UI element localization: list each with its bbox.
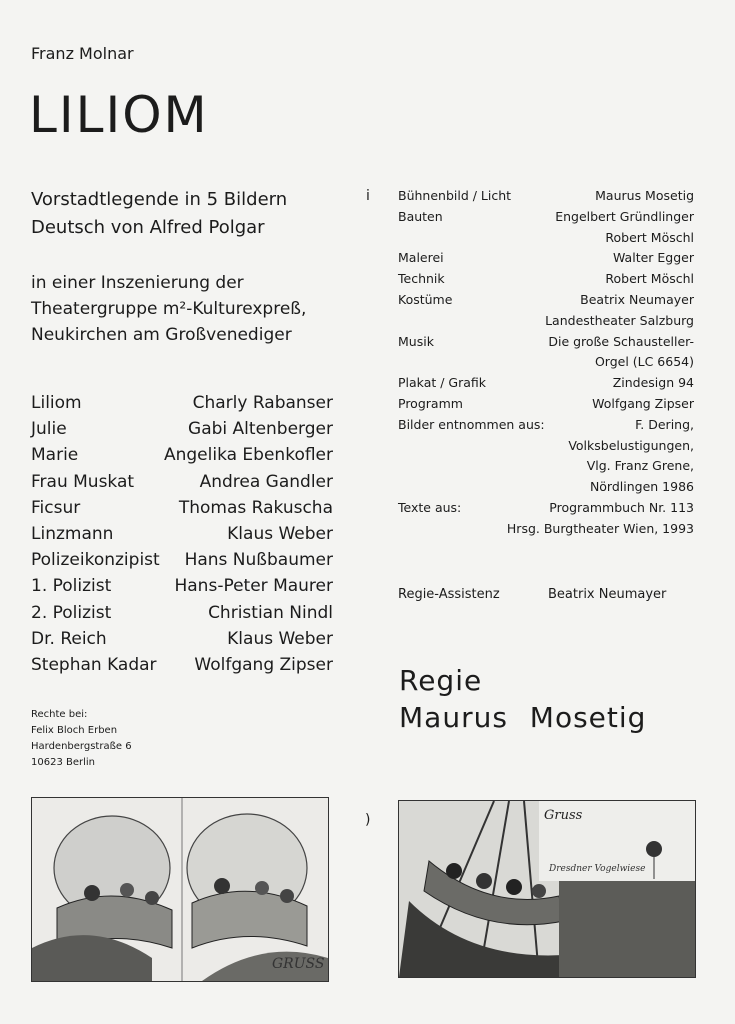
crew-label: Musik: [398, 333, 434, 349]
crew-label: Plakat / Grafik: [398, 375, 487, 391]
cast-row: [31, 495, 333, 521]
crew-row: [398, 186, 694, 207]
crew-value: Die große Schausteller-: [548, 333, 694, 349]
crew-row: [398, 436, 694, 457]
production-line: in einer Inszenierung der: [31, 273, 244, 293]
crew-row: [398, 394, 694, 415]
cast-row: [31, 547, 333, 573]
crew-label: Bühnenbild / Licht: [398, 188, 512, 203]
crew-label: Bauten: [398, 208, 443, 224]
cast-row: [31, 600, 333, 626]
swing-boat-illustration: [399, 801, 695, 977]
postcard-right-subcaption: Dresdner Vogelwiese: [549, 864, 646, 874]
crew-row: [398, 248, 694, 269]
cast-row: [31, 416, 333, 442]
cast-row: [31, 521, 333, 547]
cast-role: Julie: [31, 419, 67, 440]
cast-actor: Gabi Altenberger: [188, 419, 333, 440]
cast-row: [31, 442, 333, 468]
crew-row: [398, 519, 694, 540]
cast-role: Polizeikonzipist: [31, 550, 160, 571]
crew-row: [398, 332, 694, 353]
cast-row: [31, 390, 333, 416]
rights-line: 10623 Berlin: [31, 757, 96, 768]
assistant-label: Regie-Assistenz: [398, 587, 500, 602]
cast-actor: Angelika Ebenkofler: [163, 445, 333, 466]
crew-label: Bilder entnommen aus:: [398, 416, 545, 432]
binding-mark: i: [366, 188, 370, 204]
cast-role: Marie: [31, 445, 79, 466]
subtitle-line: Deutsch von Alfred Polgar: [31, 217, 265, 238]
cast-role: Liliom: [31, 393, 82, 413]
crew-label: Kostüme: [398, 291, 453, 307]
cast-actor: Klaus Weber: [227, 628, 333, 649]
crew-value: Programmbuch Nr. 113: [549, 499, 694, 515]
postcard-left-caption: GRUSS: [272, 956, 325, 972]
binding-mark: ): [365, 812, 371, 828]
crew-row: [398, 352, 694, 373]
assistant-name: Beatrix Neumayer: [548, 587, 667, 602]
cast-role: Stephan Kadar: [31, 654, 157, 675]
author-name: Franz Molnar: [31, 44, 134, 63]
crew-row: [398, 207, 694, 228]
crew-row: [398, 373, 694, 394]
carousel-illustration: [32, 798, 328, 981]
crew-list: [398, 186, 694, 540]
crew-value: Maurus Mosetig: [595, 188, 694, 203]
crew-value: Nördlingen 1986: [589, 479, 694, 495]
cast-role: 1. Polizist: [31, 576, 112, 597]
crew-label: Technik: [398, 271, 445, 287]
director-name: Maurus Mosetig: [399, 701, 647, 734]
crew-row: [398, 290, 694, 311]
postcard-image-right: [398, 800, 696, 978]
director-credit: [399, 662, 646, 736]
postcard-image-left: [31, 797, 329, 982]
play-title: LILIOM: [29, 86, 209, 144]
production-line: Theatergruppe m²-Kulturexpreß,: [31, 299, 307, 319]
crew-value: Robert Möschl: [605, 271, 694, 287]
cast-row: [31, 469, 333, 495]
cast-list: [31, 390, 333, 678]
crew-row: [398, 498, 694, 519]
cast-actor: Andrea Gandler: [199, 471, 333, 492]
rights-line: Felix Bloch Erben: [31, 725, 118, 736]
rights-notice: [31, 707, 132, 771]
crew-label: Malerei: [398, 250, 444, 266]
crew-value: Orgel (LC 6654): [594, 354, 694, 370]
crew-row: [398, 228, 694, 249]
crew-value: Walter Egger: [613, 250, 694, 266]
crew-value: Engelbert Gründlinger: [555, 208, 694, 224]
crew-value: Zindesign 94: [612, 375, 694, 391]
crew-row: [398, 415, 694, 436]
cast-actor: Hans Nußbaumer: [184, 550, 333, 571]
crew-label: Programm: [398, 395, 463, 411]
production-line: Neukirchen am Großvenediger: [31, 325, 292, 345]
cast-actor: Thomas Rakuscha: [178, 497, 333, 518]
assistant-credit: [398, 587, 694, 602]
cast-actor: Hans-Peter Maurer: [174, 576, 333, 597]
crew-value: Robert Möschl: [605, 229, 694, 245]
crew-value: Volksbelustigungen,: [568, 437, 694, 453]
director-label: Regie: [399, 664, 483, 697]
cast-actor: Christian Nindl: [208, 602, 333, 623]
rights-line: Rechte bei:: [31, 709, 88, 720]
cast-row: [31, 652, 333, 678]
cast-role: 2. Polizist: [31, 602, 112, 623]
crew-row: [398, 311, 694, 332]
cast-role: Linzmann: [31, 523, 114, 544]
crew-value: Vlg. Franz Grene,: [586, 458, 694, 474]
crew-value: Beatrix Neumayer: [580, 291, 694, 307]
subtitle-block: [31, 186, 287, 242]
crew-row: [398, 456, 694, 477]
cast-role: Ficsur: [31, 497, 81, 518]
crew-row: [398, 477, 694, 498]
crew-value: Landestheater Salzburg: [545, 312, 694, 328]
postcard-right-caption: Gruss: [544, 808, 583, 823]
subtitle-line: Vorstadtlegende in 5 Bildern: [31, 189, 288, 210]
cast-role: Frau Muskat: [31, 471, 135, 492]
production-block: [31, 270, 306, 348]
cast-actor: Klaus Weber: [227, 523, 333, 544]
rights-line: Hardenbergstraße 6: [31, 741, 132, 752]
crew-value: F. Dering,: [635, 416, 694, 432]
cast-role: Dr. Reich: [31, 628, 107, 649]
cast-row: [31, 626, 333, 652]
cast-row: [31, 573, 333, 599]
crew-label: Texte aus:: [398, 499, 462, 515]
crew-row: [398, 269, 694, 290]
cast-actor: Charly Rabanser: [192, 393, 333, 413]
crew-value: Wolfgang Zipser: [592, 395, 694, 411]
crew-value: Hrsg. Burgtheater Wien, 1993: [506, 520, 694, 536]
cast-actor: Wolfgang Zipser: [194, 654, 333, 675]
